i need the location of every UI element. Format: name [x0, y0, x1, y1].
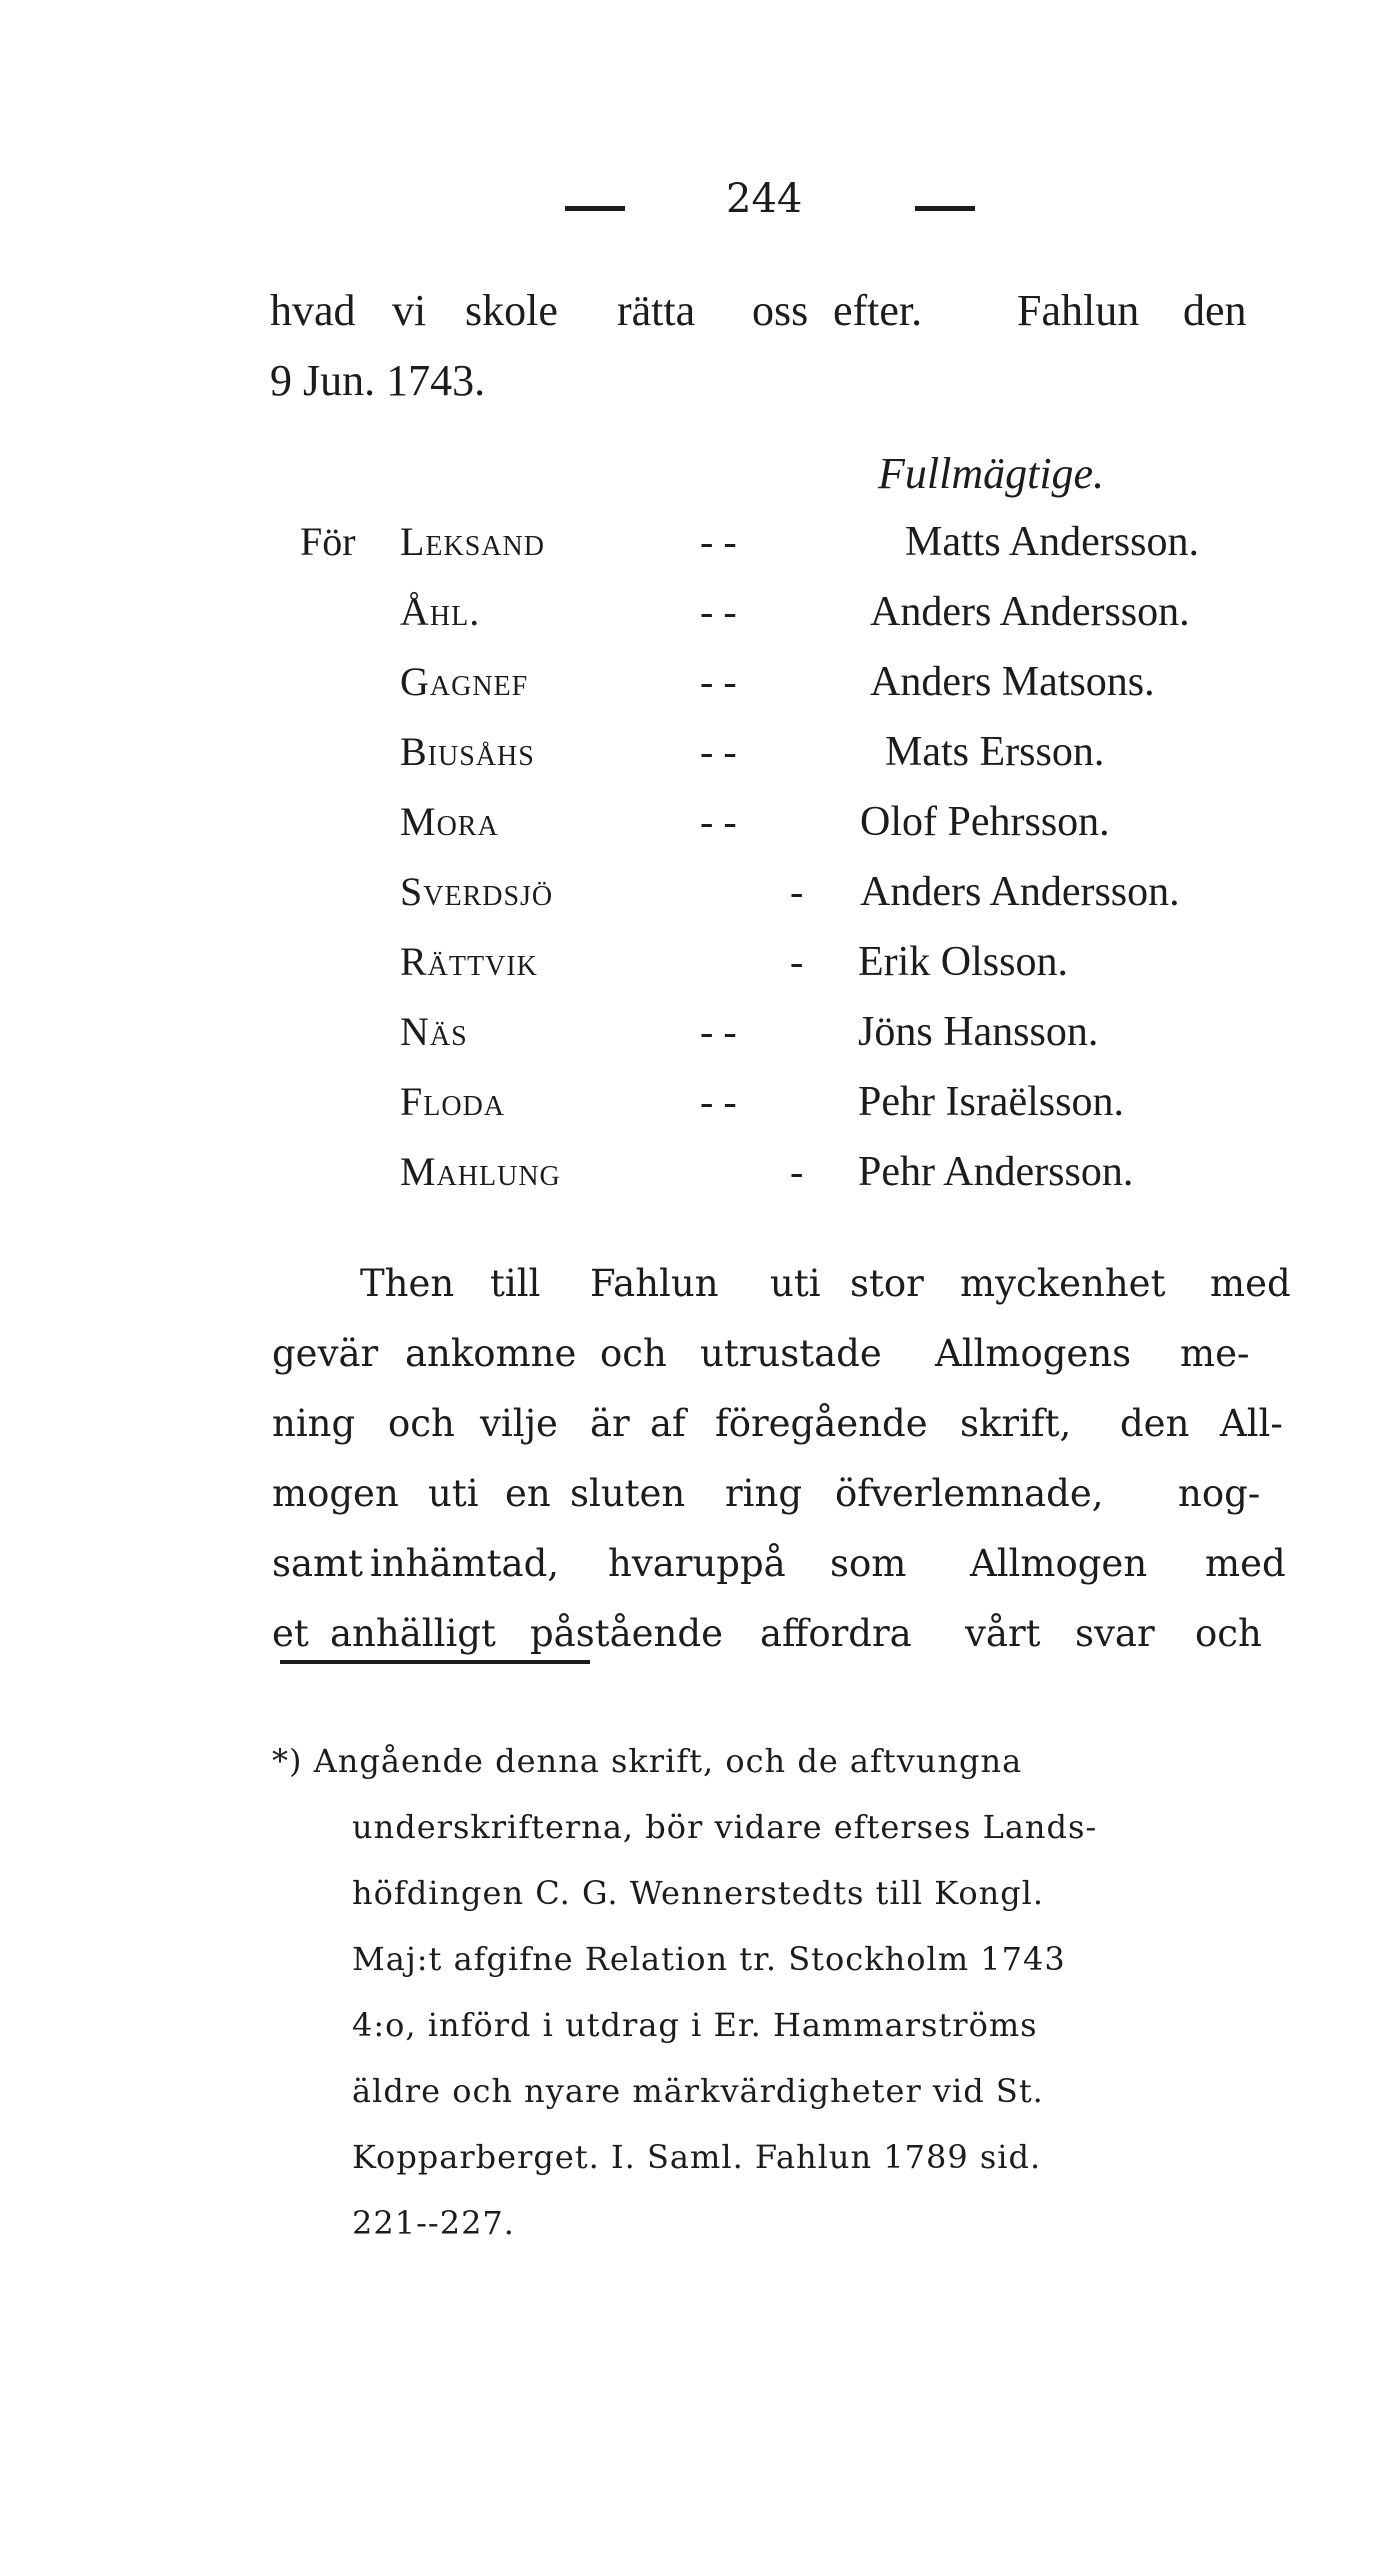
signer-name: Matts Andersson. [905, 519, 1199, 565]
paragraph-word: af [650, 1402, 686, 1445]
paragraph-word: affordra [760, 1612, 912, 1655]
header-left-dash [565, 206, 625, 211]
row-dashes: - - [700, 1009, 737, 1054]
paragraph-word: All- [1220, 1402, 1283, 1445]
signer-name: Mats Ersson. [885, 729, 1105, 775]
opening-word: den [1183, 286, 1247, 335]
paragraph-word: öfverlemnade, [835, 1472, 1104, 1515]
footnote-rule [280, 1660, 590, 1664]
paragraph-word: me- [1180, 1332, 1250, 1375]
signer-row [0, 588, 1400, 648]
signer-row [0, 938, 1400, 998]
paragraph-word: ring [725, 1472, 803, 1515]
paragraph-word: den [1120, 1402, 1190, 1445]
row-dashes: - - [700, 729, 737, 774]
paragraph-word: anhälligt [330, 1612, 496, 1655]
signer-name: Olof Pehrsson. [860, 799, 1110, 845]
paragraph-word: sluten [570, 1472, 686, 1515]
paragraph-word: Fahlun [590, 1262, 719, 1305]
paragraph-word: Then [360, 1262, 455, 1305]
signer-row [0, 868, 1400, 928]
parish-name: Rättvik [400, 939, 538, 984]
footnote-text: underskrifterna, bör vidare efterses Lands- [352, 1808, 1098, 1846]
footnote-text: äldre och nyare märkvärdigheter vid St. [352, 2072, 1044, 2110]
paragraph-word: och [1195, 1612, 1262, 1655]
opening-word: rätta [617, 286, 696, 335]
signer-row [0, 658, 1400, 718]
parish-name: Gagnef [400, 659, 529, 704]
paragraph-word: inhämtad, [370, 1542, 560, 1585]
paragraph-word: svar [1075, 1612, 1155, 1655]
paragraph-word: skrift, [960, 1402, 1072, 1445]
signer-row [0, 798, 1400, 858]
signer-row [0, 1008, 1400, 1068]
paragraph-word: samt [272, 1542, 364, 1585]
paragraph-word: med [1205, 1542, 1286, 1585]
row-dashes: - - [700, 589, 737, 634]
row-dashes: - - [700, 519, 737, 564]
paragraph-word: mogen [272, 1472, 399, 1515]
parish-name: Näs [400, 1009, 468, 1054]
opening-word: hvad [270, 286, 356, 335]
row-dashes: - [790, 1149, 804, 1194]
opening-word: Fahlun [1017, 286, 1140, 335]
footnote-text: Kopparberget. I. Saml. Fahlun 1789 sid. [352, 2138, 1042, 2176]
opening-word: oss [752, 286, 809, 335]
paragraph-word: vårt [965, 1612, 1041, 1655]
opening-word: vi [392, 286, 427, 335]
parish-name: Leksand [400, 519, 545, 564]
paragraph-word: med [1210, 1262, 1291, 1305]
paragraph-word: uti [770, 1262, 821, 1305]
row-dashes: - - [700, 1079, 737, 1124]
paragraph-word: stor [850, 1262, 924, 1305]
page-number: 244 [726, 176, 803, 222]
paragraph-word: Allmogens [935, 1332, 1132, 1375]
paragraph-word: föregående [715, 1402, 928, 1445]
paragraph-word: en [505, 1472, 551, 1515]
parish-name: Floda [400, 1079, 506, 1124]
parish-name: Mora [400, 799, 499, 844]
paragraph-word: påstående [530, 1612, 723, 1655]
row-dashes: - [790, 939, 804, 984]
parish-name: Mahlung [400, 1149, 561, 1194]
paragraph-word: utrustade [700, 1332, 882, 1375]
parish-name: Biusåhs [400, 729, 535, 774]
paragraph-word: vilje [480, 1402, 558, 1445]
paragraph-word: är [590, 1402, 630, 1445]
signer-row [0, 728, 1400, 788]
opening-word: skole [465, 286, 558, 335]
parish-name: Sverdsjö [400, 869, 554, 914]
signer-name: Jöns Hansson. [858, 1009, 1099, 1055]
signer-row [0, 518, 1400, 578]
opening-word: efter. [833, 286, 923, 335]
signer-prefix: För [300, 519, 356, 564]
paragraph-word: Allmogen [970, 1542, 1148, 1585]
signer-row [0, 1078, 1400, 1138]
footnote-text: Maj:t afgifne Relation tr. Stockholm 1743 [352, 1940, 1066, 1978]
signer-row [0, 1148, 1400, 1208]
signer-name: Pehr Israëlsson. [858, 1079, 1124, 1125]
signer-name: Anders Andersson. [870, 589, 1190, 635]
signer-name: Erik Olsson. [858, 939, 1068, 985]
row-dashes: - [790, 869, 804, 914]
footnote-text: höfdingen C. G. Wennerstedts till Kongl. [352, 1874, 1045, 1912]
signer-name: Anders Matsons. [870, 659, 1155, 705]
paragraph-word: och [388, 1402, 455, 1445]
row-dashes: - - [700, 799, 737, 844]
paragraph-word: hvaruppå [608, 1542, 786, 1585]
footnote-text: 4:o, införd i utdrag i Er. Hammarströms [352, 2006, 1038, 2044]
signers-heading: Fullmägtige. [878, 449, 1105, 498]
paragraph-word: nog- [1178, 1472, 1261, 1515]
opening-line-2: 9 Jun. 1743. [270, 356, 486, 405]
paragraph-word: gevär [272, 1332, 379, 1375]
paragraph-word: myckenhet [960, 1262, 1166, 1305]
paragraph-word: uti [428, 1472, 479, 1515]
signer-name: Anders Andersson. [860, 869, 1180, 915]
paragraph-word: till [490, 1262, 541, 1305]
row-dashes: - - [700, 659, 737, 704]
footnote-text: 221--227. [352, 2204, 515, 2242]
footnote-text: *) Angående denna skrift, och de aftvungna [272, 1742, 1023, 1780]
signer-name: Pehr Andersson. [858, 1149, 1134, 1195]
paragraph-word: ankomne [405, 1332, 577, 1375]
header-right-dash [915, 206, 975, 211]
paragraph-word: och [600, 1332, 667, 1375]
paragraph-word: et [272, 1612, 309, 1655]
parish-name: Åhl. [400, 589, 481, 634]
paragraph-word: ning [272, 1402, 356, 1445]
paragraph-word: som [830, 1542, 907, 1585]
